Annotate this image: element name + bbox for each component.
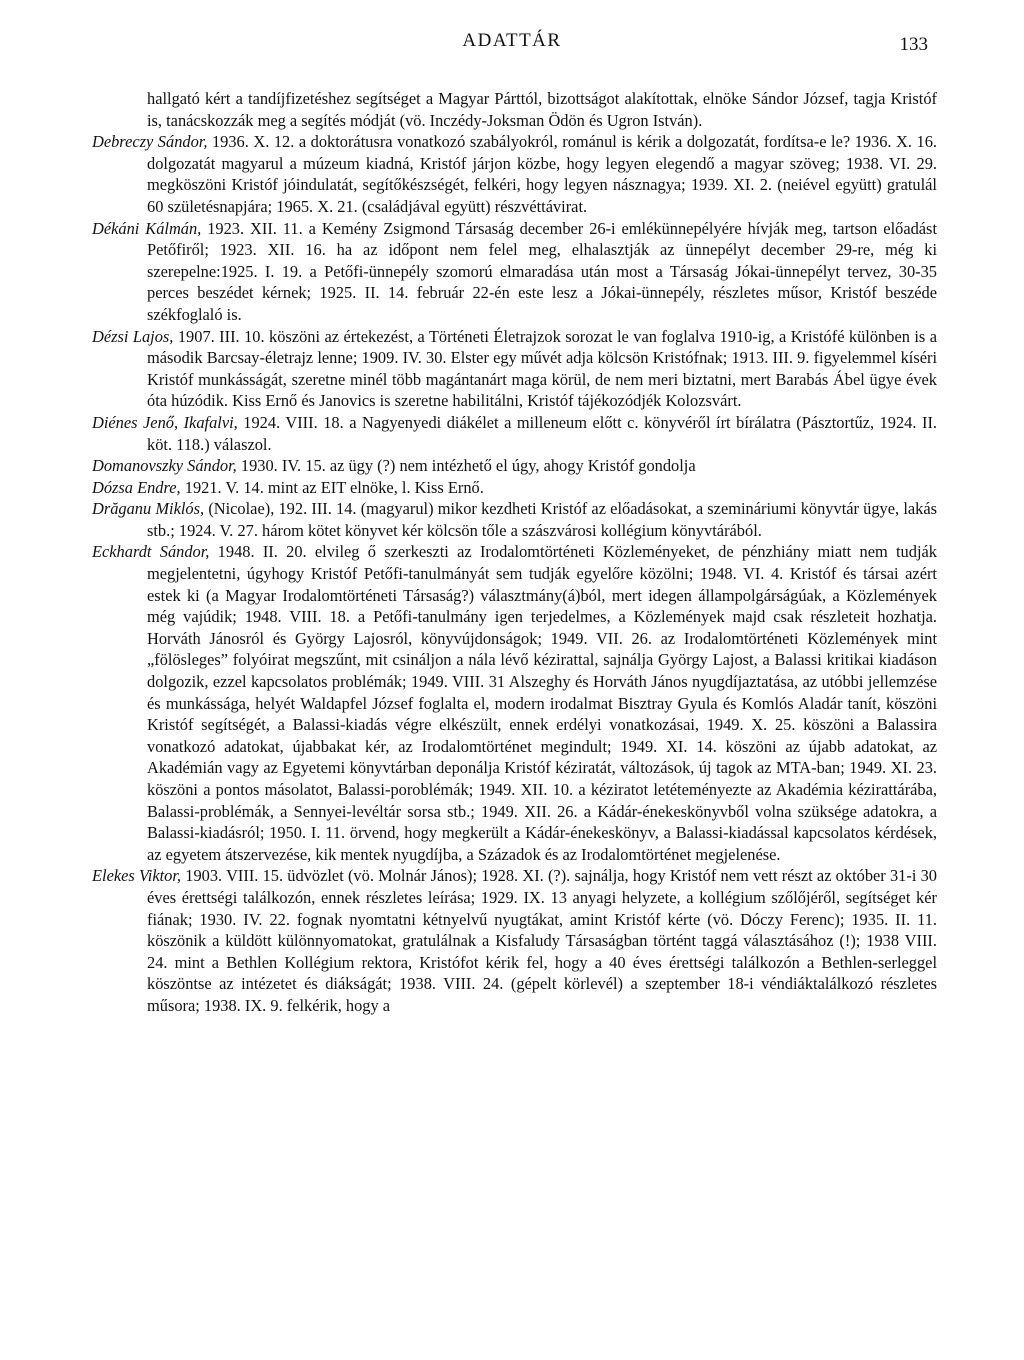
page-header bbox=[0, 30, 1024, 60]
entry-debreczy bbox=[92, 131, 937, 217]
entry-text: 1907. III. 10. köszöni az értekezést, a Történeti Életrajzok sorozat le van foglalva 1910-ig, a Kristófé különben is a második Barcsay-életrajz lenne; 1909. IV. 30. Elster egy művét adja kölcsön Kristófnak; 1913. III. 9. figyelemmel kíséri Kristóf munkásságát, szeretne minél több magántanárt maga körül, de nem meri biztatni, mert Barabás Ábel ügye évek óta húzódik. Kiss Ernő és Janovics is szeretne habilitálni, Kristóf tájékozódjék Kolozsvárt. bbox=[147, 326, 937, 411]
entry-name: Dékáni Kálmán, bbox=[92, 218, 202, 238]
entry-text: 1903. VIII. 15. üdvözlet (vö. Molnár János); 1928. XI. (?). sajnálja, hogy Kristóf nem vett részt az október 31-i 30 éves érettségi találkozón, ennek részletes leírása; 1929. IX. 13 anyagi helyzete, a kollégium szőlőjéről, segítséget kér fiának; 1930. IV. 22. fognak nyomtatni kétnyelvű nyugtákat, amint Kristóf kérte (vö. Dóczy Ferenc); 1935. II. 11. köszönik a küldött különnyomatokat, gratulálnak a Kisfaludy Társaságban történt taggá választásához (!); 1938 VIII. 24. mint a Bethlen Kollégium rektora, Kristófot kérik fel, hogy a 40 éves érettségi találkozón a Bethlen-serleggel köszöntse az intézetet és diákságát; 1938. VIII. 24. (gépelt körlevél) a szeptember 18-i véndiáktalálkozó részletes műsora; 1938. IX. 9. felkérik, hogy a bbox=[147, 866, 937, 1015]
entry-name: Debreczy Sándor, bbox=[92, 132, 208, 152]
entry-name: Dézsi Lajos, bbox=[92, 326, 174, 346]
entry-text: hallgató kért a tandíjfizetéshez segítséget a Magyar Párttól, bizottságot alakítottak, elnöke Sándor József, tagja Kristóf is, tanácskozzák meg a segítés módját (vö. Inczédy-Joksman Ödön és Ugron István). bbox=[147, 89, 937, 130]
entry-name: Elekes Viktor, bbox=[92, 866, 182, 886]
entry-eckhardt bbox=[92, 541, 937, 865]
page-body bbox=[92, 88, 937, 1017]
entry-text: 1924. VIII. 18. a Nagyenyedi diákélet a milleneum előtt c. könyvéről írt bírálatra (Pásztortűz, 1924. II. köt. 118.) válaszol. bbox=[147, 412, 937, 454]
entry-dozsa bbox=[92, 477, 937, 499]
entry-name: Drăganu Miklós, bbox=[92, 499, 205, 519]
entry-text: 1936. X. 12. a doktorátusra vonatkozó szabályokról, románul is kérik a dolgozatát, fordítsa-e le? 1936. X. 16. dolgozatát magyarul a múzeum kiadná, Kristóf járjon közbe, hogy legyen elegendő a magyar szöveg; 1938. VI. 29. megköszöni Kristóf jóindulatát, segítőkészségét, felkéri, hogy legyen násznagya; 1939. XI. 2. (neiével együtt) gratulál 60 születésnapjára; 1965. X. 21. (családjával együtt) részvéttávirat. bbox=[147, 132, 937, 216]
entry-text: 1921. V. 14. mint az EIT elnöke, l. Kiss Ernő. bbox=[184, 477, 484, 497]
entry-name: Dózsa Endre, bbox=[92, 477, 181, 497]
entry-elekes bbox=[92, 865, 937, 1016]
entry-dezsi bbox=[92, 326, 937, 412]
entry-domanovszky bbox=[92, 455, 937, 477]
entry-name: Diénes Jenő, Ikafalvi, bbox=[92, 412, 238, 432]
entry-draganu bbox=[92, 498, 937, 541]
entry-text: 1923. XII. 11. a Kemény Zsigmond Társaság december 26-i emlékünnepélyére hívják meg, tartson előadást Petőfiről; 1923. XII. 16. ha az időpont nem felel meg, elhalasztják az ünnepélyt december 29-re, még ki szerepelne:1925. I. 19. a Petőfi-ünnepély szomorú elmaradása után most a Társaság Jókai-ünnepélyt tervez, 30-35 perces beszédet kérnek; 1925. II. 14. február 22-én este lesz a Jókai-ünnepély, részletes műsor, Kristóf beszéde székfoglaló is. bbox=[147, 218, 937, 324]
entry-name: Domanovszky Sándor, bbox=[92, 456, 237, 476]
entry-text: (Nicolae), 192. III. 14. (magyarul) mikor kezdheti Kristóf az előadásokat, a szemináriumi könyvtár ügye, lakás stb.; 1924. V. 27. három kötet könyvet kér kölcsön tőle a szászvárosi kollégium könyvtárából. bbox=[147, 499, 938, 540]
entry-continuation bbox=[92, 88, 937, 131]
page-number: 133 bbox=[899, 34, 928, 55]
entry-dekani bbox=[92, 218, 937, 326]
entry-name: Eckhardt Sándor, bbox=[92, 542, 210, 562]
entry-text: 1948. II. 20. elvileg ő szerkeszti az Irodalomtörténeti Közleményeket, de pénzhiány miatt nem tudják megjelentetni, úgyhogy Kristóf Petőfi-tanulmányát sem tudják egyelőre közölni; 1948. VI. 4. Kristóf és társai azért estek ki (a Magyar Irodalomtörténeti Társaság?) választmány(á)ból, mert idegen állampolgárságúak, a Közlemények még vajúdik; 1948. VIII. 18. a Petőfi-tanulmány igen terjedelmes, a Közlemények majd csak részleteit hozhatja. Horváth Jánosról és György Lajosról, könyvújdonságok; 1949. VII. 26. az Irodalomtörténeti Közlemények mint „fölösleges” folyóirat megszűnt, mit csináljon a nála lévő kézirattal, sajnálja György Lajost, a Balassi kritikai kiadáson dolgozik, ezzel kapcsolatos problémák; 1949. VIII. 31 Alszeghy és Horváth János nyugdíjaztatása, az utóbbi jellemzése és munkássága, helyét Waldapfel József foglalta el, modern irodalmat Bisztray Gyula és Komlós Aladár tanít, köszöni Kristóf segítségét, a Balassi-kiadás végre elkészült, ennek erdélyi vonatkozásai, 1949. X. 25. köszöni a Balassira vonatkozó adatokat, újabbakat kér, az Irodalomtörténet megindult; 1949. XI. 14. köszöni az újabb adatokat, az Akadémián vagy az Egyetemi könyvtárban deponálja Kristóf kéziratát, változások, új tagok az MTA-ban; 1949. XI. 23. köszöni a pontos másolatot, Balassi-poroblémák; 1949. XII. 10. a kéziratot letéteményezte az Akadémia kézirattárába, Balassi-problémák, a Sennyei-levéltár sorsa stb.; 1949. XII. 26. a Kádár-énekeskönyvből volna szüksége adatokra, a Balassi-kiadásról; 1950. I. 11. örvend, hogy megkerült a Kádár-énekeskönyv, a Balassi-kiadással kapcsolatos kérdések, az egyetem átszervezése, kik mentek nyugdíjba, a Századok és az Irodalomtörténet megjelenése. bbox=[147, 542, 937, 864]
entry-text: 1930. IV. 15. az ügy (?) nem intézhető el úgy, ahogy Kristóf gondolja bbox=[240, 456, 696, 476]
entry-dienes bbox=[92, 412, 937, 455]
running-head: ADATTÁR bbox=[462, 30, 562, 51]
